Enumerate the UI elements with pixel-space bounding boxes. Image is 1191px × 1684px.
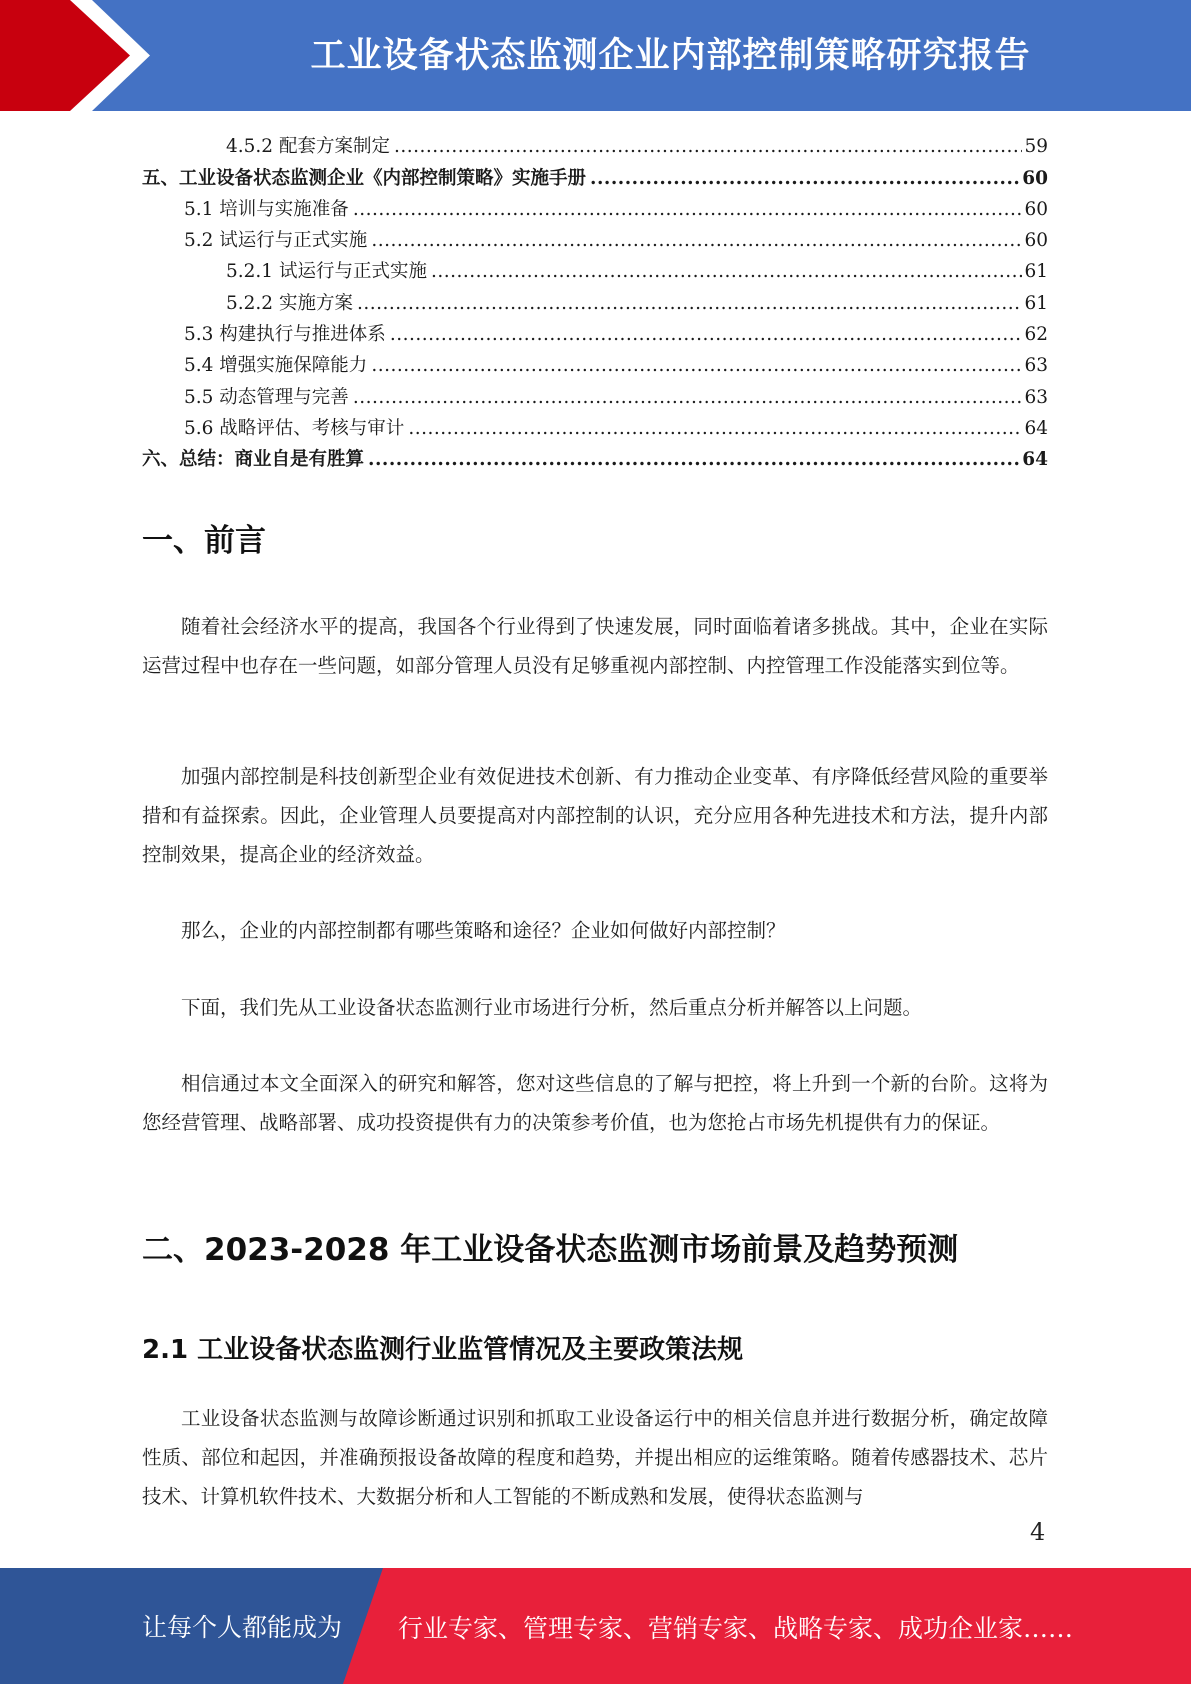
toc-entry-page: 64 [1022, 449, 1048, 471]
toc-entry-title: 5.5 动态管理与完善 [184, 386, 353, 410]
toc-dot-leader [590, 167, 1020, 191]
section-heading-preface: 一、前言 [142, 523, 266, 559]
paragraph: 下面，我们先从工业设备状态监测行业市场进行分析，然后重点分析并解答以上问题。 [181, 996, 923, 1019]
toc-entry[interactable] [142, 128, 1048, 159]
toc-entry-page: 60 [1024, 198, 1048, 220]
toc-dot-leader [431, 260, 1022, 284]
toc-entry[interactable] [142, 159, 1048, 190]
toc-entry-title: 5.3 构建执行与推进体系 [184, 323, 390, 347]
footer-slogan-right: 行业专家、管理专家、营销专家、战略专家、成功企业家…… [398, 1614, 1074, 1643]
toc-entry-title: 五、工业设备状态监测企业《内部控制策略》实施手册 [142, 167, 590, 191]
toc-entry-page: 61 [1024, 261, 1048, 283]
toc-entry-page: 62 [1024, 324, 1048, 346]
section-heading-market-outlook: 二、2023-2028 年工业设备状态监测市场前景及趋势预测 [142, 1232, 959, 1268]
toc-entry[interactable] [142, 316, 1048, 347]
toc-entry[interactable] [142, 410, 1048, 441]
toc-entry-page: 60 [1022, 167, 1048, 189]
page-footer-band [0, 1568, 1191, 1684]
toc-dot-leader [390, 323, 1023, 347]
toc-dot-leader [408, 417, 1022, 441]
toc-dot-leader [368, 448, 1020, 472]
toc-entry-title: 5.2 试运行与正式实施 [184, 229, 371, 253]
paragraph: 相信通过本文全面深入的研究和解答，您对这些信息的了解与把控，将上升到一个新的台阶。这将为您经营管理、战略部署、成功投资提供有力的决策参考价值，也为您抢占市场先机提供有力的保证。 [142, 1072, 1048, 1134]
subsection-heading-regulation: 2.1 工业设备状态监测行业监管情况及主要政策法规 [142, 1335, 744, 1365]
paragraph: 加强内部控制是科技创新型企业有效促进技术创新、有力推动企业变革、有序降低经营风险的重要举措和有益探索。因此，企业管理人员要提高对内部控制的认识，充分应用各种先进技术和方法，提升内部控制效果，提高企业的经济效益。 [142, 765, 1048, 866]
page-number: 4 [1030, 1518, 1046, 1546]
report-title: 工业设备状态监测企业内部控制策略研究报告 [310, 36, 1031, 76]
toc-entry[interactable] [142, 347, 1048, 378]
toc-entry[interactable] [142, 441, 1048, 472]
toc-entry-page: 63 [1024, 386, 1048, 408]
toc-entry-title: 5.2.1 试运行与正式实施 [226, 260, 431, 284]
toc-entry-title: 5.2.2 实施方案 [226, 292, 357, 316]
footer-slogan-left: 让每个人都能成为 [142, 1613, 343, 1642]
toc-entry-title: 5.4 增强实施保障能力 [184, 354, 371, 378]
toc-entry-page: 59 [1024, 136, 1048, 158]
toc-entry-page: 64 [1024, 417, 1048, 439]
toc-entry-title: 5.1 培训与实施准备 [184, 198, 353, 222]
toc-entry-title: 5.6 战略评估、考核与审计 [184, 417, 408, 441]
toc-entry[interactable] [142, 284, 1048, 315]
paragraph: 工业设备状态监测与故障诊断通过识别和抓取工业设备运行中的相关信息并进行数据分析，确定故障性质、部位和起因，并准确预报设备故障的程度和趋势，并提出相应的运维策略。随着传感器技术、芯片技术、计算机软件技术、大数据分析和人工智能的不断成熟和发展，使得状态监测与 [142, 1407, 1048, 1508]
toc-entry[interactable] [142, 378, 1048, 409]
toc-entry-page: 61 [1024, 292, 1048, 314]
toc-dot-leader [371, 354, 1022, 378]
toc-dot-leader [357, 292, 1023, 316]
page-header-band [0, 0, 1191, 111]
toc-entry[interactable] [142, 253, 1048, 284]
toc-dot-leader [371, 229, 1022, 253]
toc-entry-title: 4.5.2 配套方案制定 [226, 135, 394, 159]
toc-dot-leader [353, 198, 1023, 222]
red-chevron-decoration [0, 0, 160, 111]
paragraph: 那么，企业的内部控制都有哪些策略和途径？企业如何做好内部控制？ [181, 919, 786, 942]
paragraph: 随着社会经济水平的提高，我国各个行业得到了快速发展，同时面临着诸多挑战。其中，企业在实际运营过程中也存在一些问题，如部分管理人员没有足够重视内部控制、内控管理工作没能落实到位等。 [142, 615, 1048, 677]
toc-entry-page: 60 [1024, 230, 1048, 252]
toc-dot-leader [353, 386, 1023, 410]
toc-entry[interactable] [142, 191, 1048, 222]
table-of-contents [142, 128, 1048, 472]
toc-dot-leader [394, 135, 1022, 159]
toc-entry-page: 63 [1024, 355, 1048, 377]
toc-entry-title: 六、总结：商业自是有胜算 [142, 448, 368, 472]
toc-entry[interactable] [142, 222, 1048, 253]
